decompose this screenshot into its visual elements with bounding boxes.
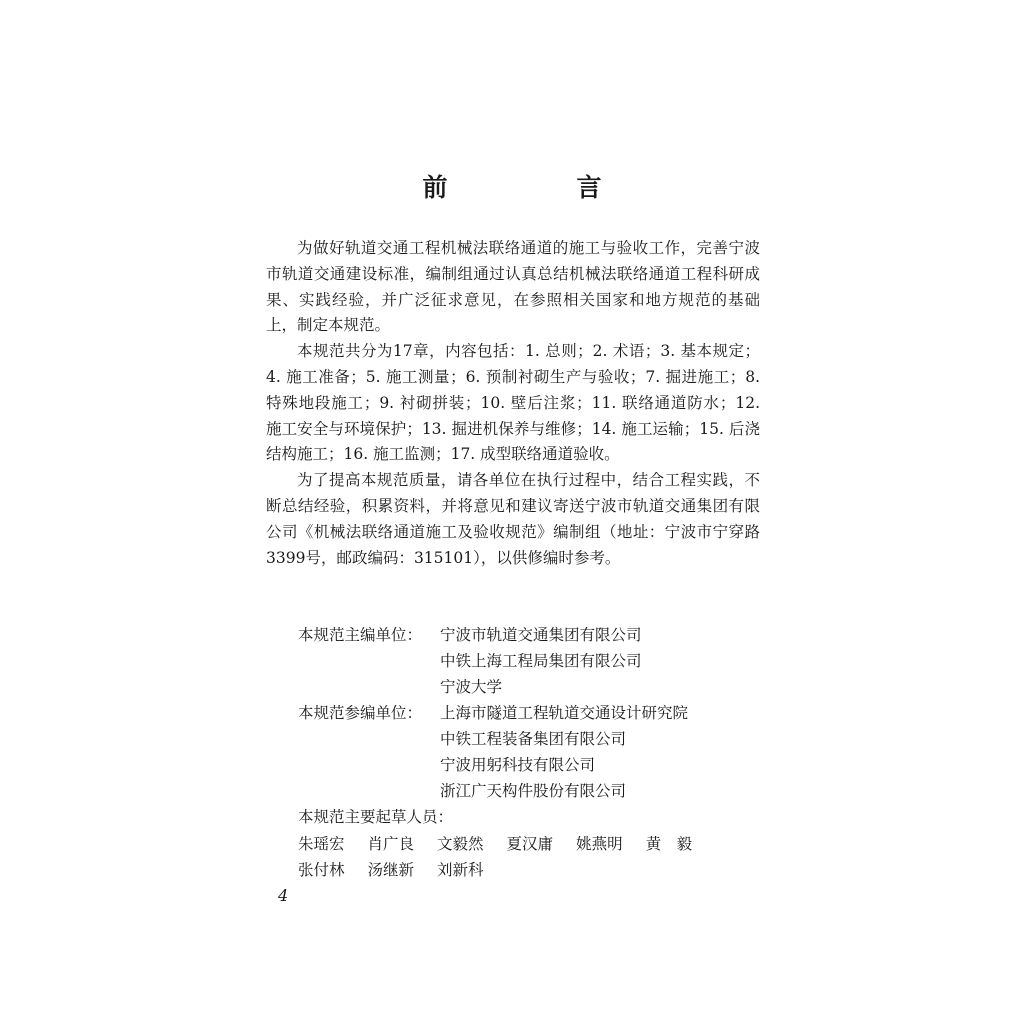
chief-units (298, 623, 768, 701)
drafter-name: 朱瑶宏 (298, 835, 345, 853)
paragraph-feedback: 为了提高本规范质量，请各单位在执行过程中，结合工程实践，不断总结经验，积累资料，并将意见和建议寄送宁波市轨道交通集团有限公司《机械法联络通道施工及验收规范》编制组（地址：宁波市宁穿路3399号，邮政编码：315101），以供修编时参考。 (266, 471, 760, 567)
participating-unit-row (298, 753, 768, 779)
chief-unit-name: 宁波市轨道交通集团有限公司 (440, 626, 642, 644)
paragraph-intro: 为做好轨道交通工程机械法联络通道的施工与验收工作，完善宁波市轨道交通建设标准，编制组通过认真总结机械法联络通道工程科研成果、实践经验，并广泛征求意见，在参照相关国家和地方规范的基础上，制定本规范。 (266, 239, 760, 335)
chief-units-label: 本规范主编单位： (298, 626, 423, 644)
participating-unit-row (298, 727, 768, 753)
participating-unit-name: 上海市隧道工程轨道交通设计研究院 (440, 704, 689, 722)
drafter-name: 张付林 (298, 861, 345, 879)
preface-body (266, 236, 760, 571)
page-number: 4 (278, 886, 289, 905)
participating-unit-name: 宁波用躬科技有限公司 (440, 755, 596, 774)
drafter-name: 肖广良 (367, 835, 415, 853)
participating-unit-name: 中铁工程装备集团有限公司 (440, 729, 627, 748)
participating-unit-name: 浙江广天构件股份有限公司 (440, 781, 627, 800)
chief-unit-row (298, 623, 768, 649)
participating-unit-row (298, 701, 768, 727)
paragraph-chapters: 本规范共分为17章，内容包括：1. 总则；2. 术语；3. 基本规定；4. 施工准备；5. 施工测量；6. 预制衬砌生产与验收；7. 掘进施工；8. 特殊地段施工；9. 衬砌拼装；10. 壁后注浆；11. 联络通道防水；12. 施工安全与环境保护；13. 掘进机保养与维修；14. 施工运输；15. 后浇结构施工；16. 施工监测；17. 成型联络通道验收。 (266, 342, 760, 464)
chief-unit-name: 中铁上海工程局集团有限公司 (440, 651, 642, 670)
drafters-heading: 本规范主要起草人员： (298, 808, 454, 826)
chief-unit-row (298, 649, 768, 675)
drafter-name: 文毅然 (437, 835, 484, 853)
participating-units (298, 701, 768, 805)
participating-units-label: 本规范参编单位： (298, 704, 423, 722)
drafter-name: 姚燕明 (576, 835, 623, 853)
drafters-row-1 (298, 831, 715, 857)
chief-unit-row (298, 675, 768, 701)
page-title: 前 言 (422, 173, 654, 202)
drafter-name: 黄 毅 (645, 835, 693, 853)
participating-unit-row (298, 779, 768, 805)
drafters-row-2 (298, 857, 507, 883)
drafter-name: 刘新科 (437, 861, 484, 879)
drafter-name: 夏汉庸 (506, 835, 554, 853)
chief-unit-name: 宁波大学 (440, 677, 503, 696)
drafter-name: 汤继新 (367, 861, 415, 879)
